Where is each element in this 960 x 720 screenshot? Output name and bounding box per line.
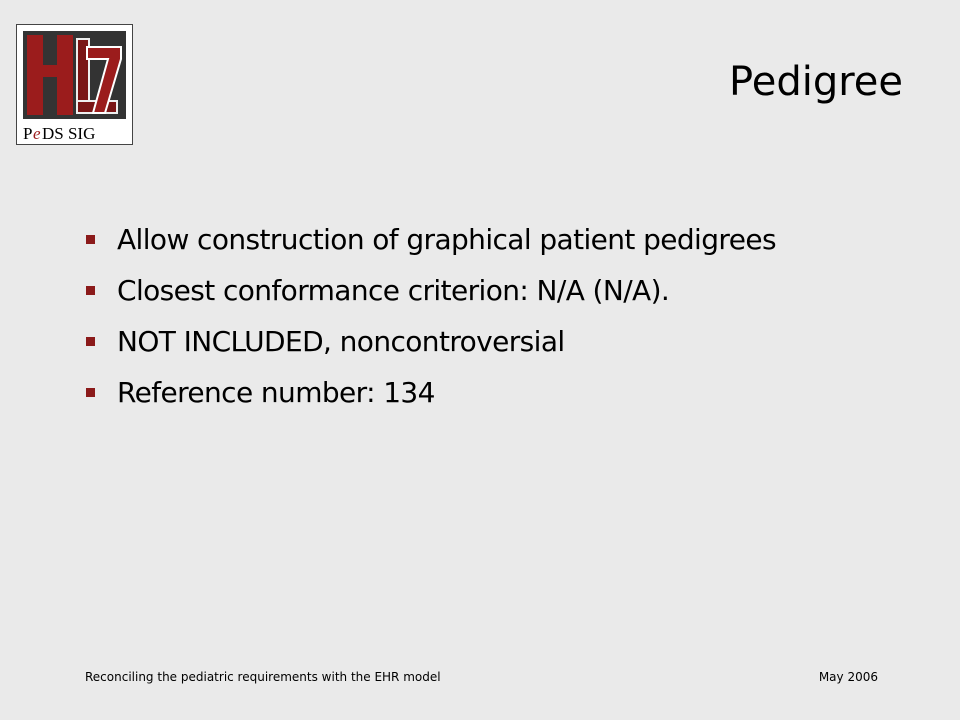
bullet-item [86, 214, 906, 265]
bullet-item [86, 367, 906, 418]
bullet-text: Reference number: 134 [117, 376, 435, 409]
hl7-peds-sig-logo [16, 24, 133, 145]
square-bullet-icon [86, 235, 95, 244]
bullet-text: NOT INCLUDED, noncontroversial [117, 325, 565, 358]
bullet-text: Allow construction of graphical patient pedigrees [117, 223, 776, 256]
square-bullet-icon [86, 337, 95, 346]
slide-title: Pedigree [729, 59, 903, 105]
footer-date: May 2006 [818, 670, 878, 684]
svg-text:P: P [23, 124, 33, 143]
bullet-item [86, 316, 906, 367]
svg-text:DS SIG: DS SIG [42, 124, 96, 143]
footer-presentation-title: Reconciling the pediatric requirements with the EHR model [85, 670, 441, 684]
square-bullet-icon [86, 286, 95, 295]
svg-text:e: e [33, 124, 41, 143]
bullet-list [86, 214, 906, 418]
bullet-text: Closest conformance criterion: N/A (N/A). [117, 274, 670, 307]
bullet-item [86, 265, 906, 316]
square-bullet-icon [86, 388, 95, 397]
